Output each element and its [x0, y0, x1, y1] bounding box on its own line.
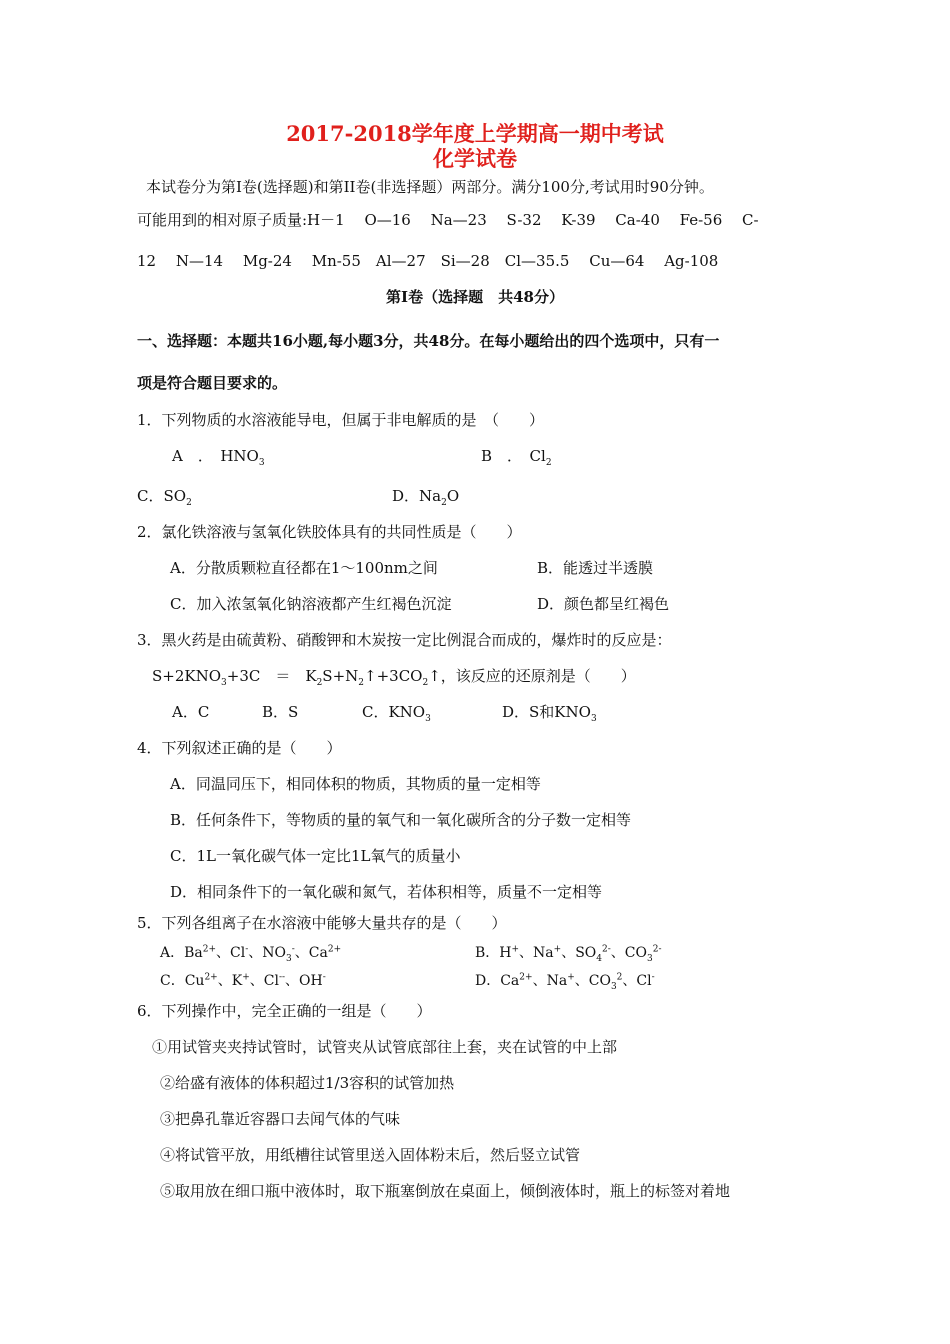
q2-option-b: B．能透过半透膜	[537, 559, 654, 577]
q4-option-c: C．1L一氧化碳气体一定比1L氧气的质量小	[170, 847, 461, 865]
q2-option-c: C．加入浓氢氧化钠溶液都产生红褐色沉淀	[170, 595, 452, 613]
q3-option-b: B．S	[262, 703, 299, 721]
q1-option-b: B ． $Cl_2$	[481, 447, 552, 468]
q3-option-d: D．S和$KNO_3$	[502, 703, 597, 724]
q1-stem: 1．下列物质的水溶液能导电，但属于非电解质的是 （ ）	[137, 411, 545, 429]
q2-option-a: A．分散质颗粒直径都在1～100nm之间	[170, 559, 438, 577]
q3-option-c: C．$KNO_3$	[362, 703, 431, 724]
exam-subtitle: 化学试卷	[433, 146, 517, 171]
q3-equation: $S+2KNO_3+3C$ ＝ $K_2S+N_2↑+3CO_2↑$，该反应的还原剂是（ ）	[152, 667, 636, 688]
q4-option-d: D．相同条件下的一氧化碳和氮气，若体积相等，质量不一定相等	[170, 883, 603, 901]
q3-option-a: A．C	[172, 703, 210, 721]
q5-stem: 5．下列各组离子在水溶液中能够大量共存的是（ ）	[137, 914, 507, 932]
q5-option-b: B．H+、Na+、$SO_4^{2-}$、$CO_3^{2-}$	[475, 944, 662, 964]
q4-stem: 4．下列叙述正确的是（ ）	[137, 739, 342, 757]
q6-item-5: ⑤取用放在细口瓶中液体时，取下瓶塞倒放在桌面上，倾倒液体时，瓶上的标签对着地	[160, 1182, 731, 1200]
q1-option-d: D．$Na_2O$	[392, 487, 460, 508]
q5-option-a: A．$Ba^{2+}$、Cl-、$NO_3^-$、$Ca^{2+}$	[160, 944, 342, 964]
section-instructions-2: 项是符合题目要求的。	[137, 374, 288, 392]
exam-intro: 本试卷分为第Ⅰ卷(选择题)和第II卷(非选择题）两部分。满分100分,考试用时90分钟。	[146, 178, 714, 196]
atomic-masses-line-2: 12 N—14 Mg-24 Mn-55 Al—27 Si—28 Cl—35.5 Cu—64 Ag-108	[137, 252, 719, 270]
q5-option-c: C．$Cu^{2+}$、K+、Cl--、OH-	[160, 972, 326, 989]
q6-stem: 6．下列操作中，完全正确的一组是（ ）	[137, 1002, 432, 1020]
q6-item-4: ④将试管平放，用纸槽往试管里送入固体粉末后，然后竖立试管	[160, 1146, 581, 1164]
q4-option-b: B．任何条件下，等物质的量的氧气和一氧化碳所含的分子数一定相等	[170, 811, 632, 829]
q3-stem: 3．黑火药是由硫黄粉、硝酸钾和木炭按一定比例混合而成的，爆炸时的反应是：	[137, 631, 672, 649]
q6-item-2: ②给盛有液体的体积超过1/3容积的试管加热	[160, 1074, 455, 1092]
section-title: 第Ⅰ卷（选择题 共48分）	[386, 288, 564, 306]
q5-option-d: D．$Ca^{2+}$、Na+、$CO_3^2$、Cl-	[475, 972, 655, 992]
atomic-masses-line-1: 可能用到的相对原子质量:H－1 O—16 Na—23 S-32 K-39 Ca-40 Fe-56 C-	[137, 211, 759, 229]
exam-title: 2017-2018学年度上学期高一期中考试	[286, 121, 664, 146]
q6-item-3: ③把鼻孔靠近容器口去闻气体的气味	[160, 1110, 401, 1128]
q6-item-1: ①用试管夹夹持试管时，试管夹从试管底部往上套，夹在试管的中上部	[152, 1038, 618, 1056]
q2-stem: 2．氯化铁溶液与氢氧化铁胶体具有的共同性质是（ ）	[137, 523, 522, 541]
q1-option-a: A ． $HNO_3$	[172, 447, 265, 468]
section-instructions-1: 一、选择题：本题共16小题,每小题3分，共48分。在每小题给出的四个选项中，只有一	[137, 332, 720, 350]
q2-option-d: D．颜色都呈红褐色	[537, 595, 670, 613]
q1-option-c: C．$SO_2$	[137, 487, 192, 508]
q4-option-a: A．同温同压下，相同体积的物质，其物质的量一定相等	[170, 775, 541, 793]
